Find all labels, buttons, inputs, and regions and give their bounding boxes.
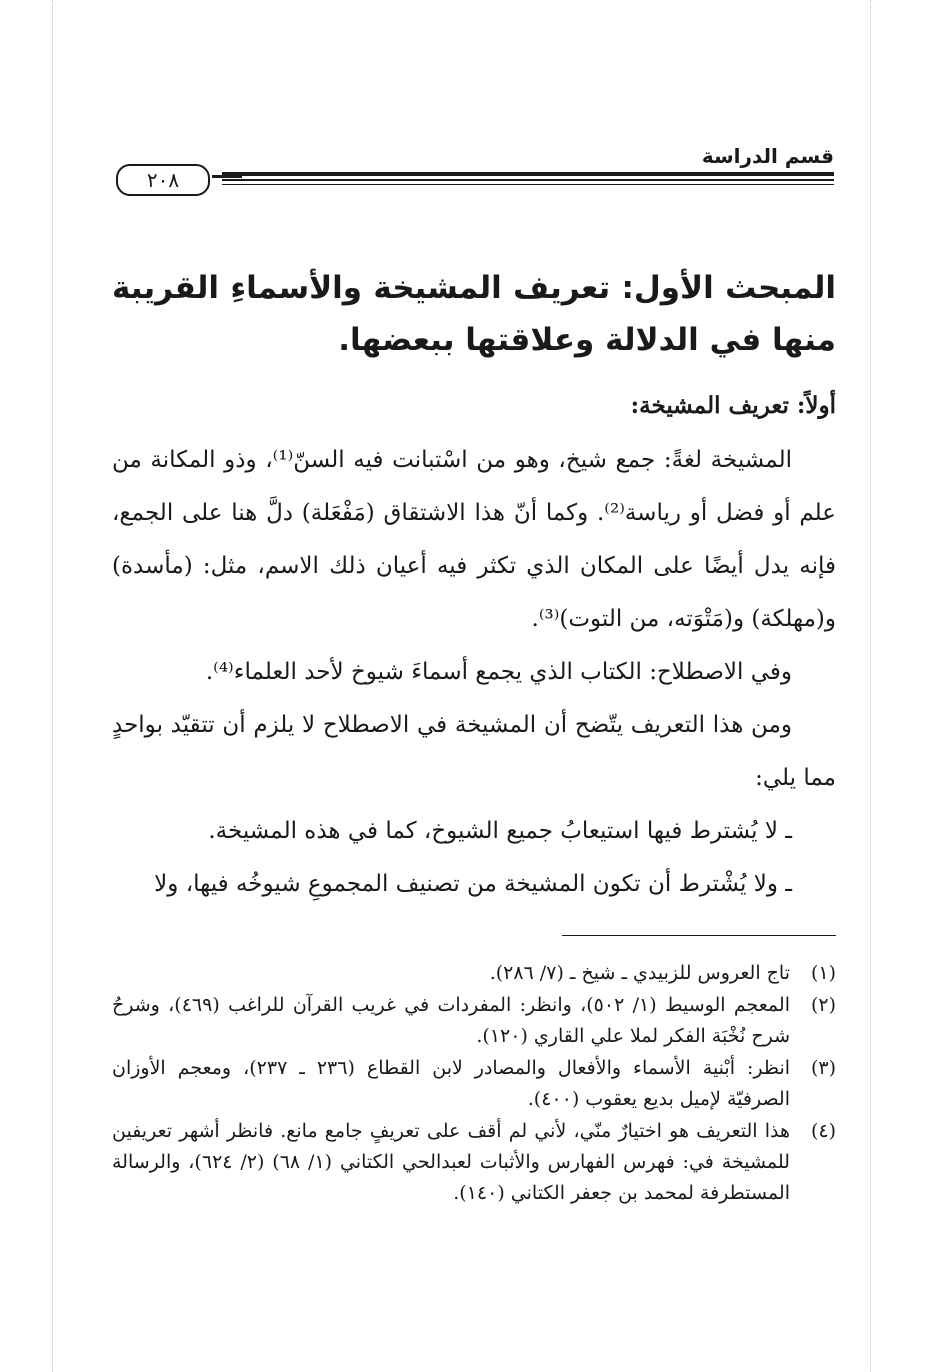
scan-edge-right [870, 0, 871, 1372]
footnote-separator [562, 935, 836, 936]
page-number: ٢٠٨ [116, 164, 210, 196]
footnote-text: هذا التعريف هو اختيارٌ منّي، لأني لم أقف على تعريفٍ جامع مانع. فانظر أشهر تعريفين للمشيخة في: فهرس الفهارس والأثبات لعبدالحي الكتاني (١/ ٦٨) (٢/ ٦٢٤)، والرسالة المستطرفة لمحمد بن جعفر الكتاني (١٤٠). [112, 1120, 790, 1204]
subsection-title: أولاً: تعريف المشيخة: [630, 392, 836, 419]
footnote-text: انظر: أبْنية الأسماء والأفعال والمصادر لابن القطاع (٢٣٦ ـ ٢٣٧)، ومعجم الأوزان الصرفيّة لإميل بديع يعقوب (٤٠٠). [112, 1057, 791, 1110]
chapter-title: المبحث الأول: تعريف المشيخة والأسماءِ القريبة منها في الدلالة وعلاقتها ببعضها. [112, 270, 836, 358]
footnote [112, 958, 836, 989]
page-header [112, 138, 834, 198]
footnote-number: (٣) [810, 1057, 836, 1079]
running-section-title: قسم الدراسة [701, 144, 834, 168]
footnote-text: المعجم الوسيط (١/ ٥٠٢)، وانظر: المفردات في غريب القرآن للراغب (٤٦٩)، وشرحُ شرح نُخْبَة الفكر لملا علي القاري (١٢٠). [112, 994, 790, 1047]
footnote-number: (١) [810, 962, 836, 984]
footnote [112, 1116, 836, 1209]
scan-edge-left [52, 0, 53, 1372]
list-item-condition-2: ـ ولا يُشْترط أن تكون المشيخة من تصنيف المجموعِ شيوخُه فيها، ولا [154, 871, 792, 897]
footnote [112, 990, 836, 1052]
footnote-number: (٤) [810, 1120, 836, 1142]
header-rule [222, 172, 834, 186]
main-text [112, 262, 836, 911]
list-item-condition-1: ـ لا يُشترط فيها استيعابُ جميع الشيوخ، كما في هذه المشيخة. [208, 818, 792, 844]
paragraph-technical-definition: وفي الاصطلاح: الكتاب الذي يجمع أسماءَ شيوخ لأحد العلماء⁽⁴⁾. [205, 659, 792, 685]
header-rule-tail [212, 175, 242, 178]
footnote [112, 1053, 836, 1115]
footnote-text: تاج العروس للزبيدي ـ شيخ ـ (٧/ ٢٨٦). [489, 962, 790, 984]
paragraph-conditions-intro: ومن هذا التعريف يتّضح أن المشيخة في الاصطلاح لا يلزم أن تتقيّد بواحدٍ مما يلي: [112, 712, 836, 791]
footnotes [112, 958, 836, 1210]
footnote-number: (٢) [810, 994, 836, 1016]
paragraph-linguistic-definition: المشيخة لغةً: جمع شيخ، وهو من اسْتبانت فيه السنّ⁽¹⁾، وذو المكانة من علم أو فضل أو رياسة⁽²⁾. وكما أنّ هذا الاشتقاق (مَفْعَلة) دلَّ هنا على الجمع، فإنه يدل أيضًا على المكان الذي تكثر فيه أعيان ذلك الاسم، مثل: (مأسدة) و(مهلكة) و(مَتْوَته، من التوت)⁽³⁾. [112, 447, 836, 632]
